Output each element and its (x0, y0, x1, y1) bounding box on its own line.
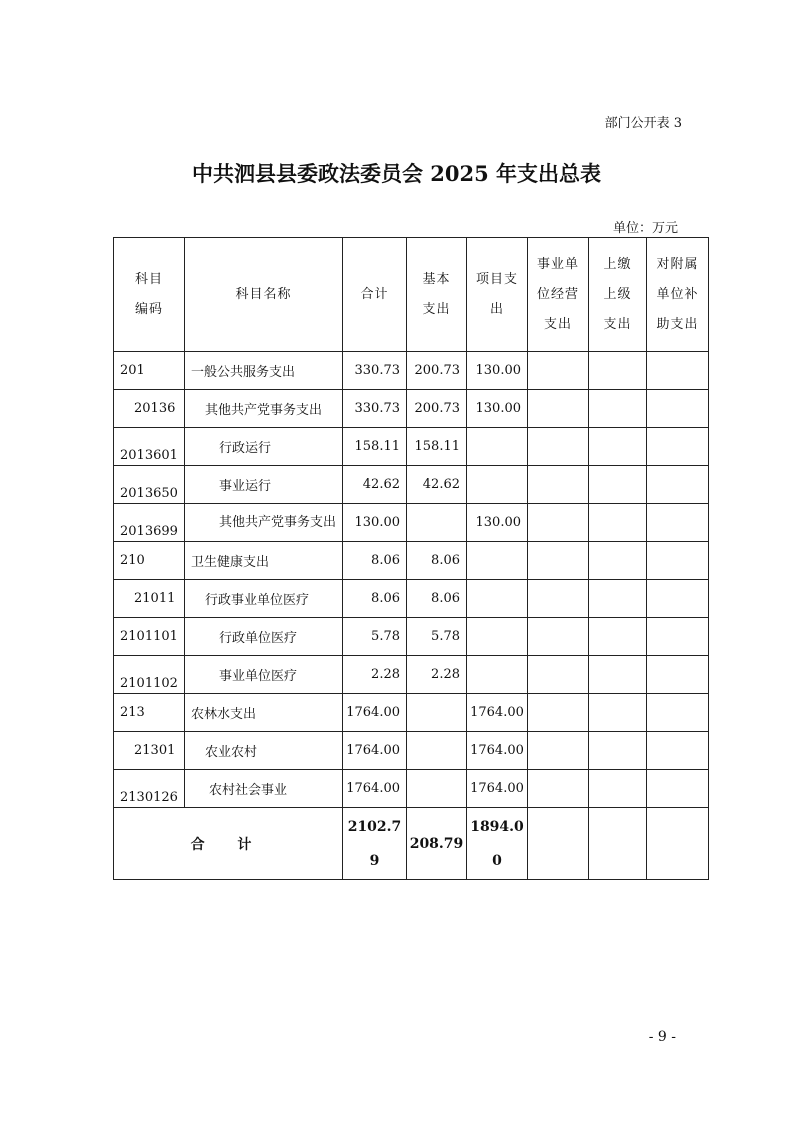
row-subsidy (647, 428, 709, 466)
total-total: 2102.79 (343, 808, 407, 880)
row-subsidy (647, 770, 709, 808)
row-project (467, 656, 528, 694)
row-code: 2013699 (114, 504, 185, 542)
row-upper (589, 770, 647, 808)
row-code: 2013601 (114, 428, 185, 466)
row-code: 21301 (114, 732, 185, 770)
total-business (528, 808, 589, 880)
row-name: 事业运行 (185, 466, 343, 504)
row-business (528, 770, 589, 808)
row-subsidy (647, 352, 709, 390)
row-upper (589, 618, 647, 656)
header-business: 事业单位经营支出 (528, 238, 589, 352)
row-business (528, 656, 589, 694)
row-subsidy (647, 732, 709, 770)
row-upper (589, 390, 647, 428)
row-subsidy (647, 504, 709, 542)
row-business (528, 694, 589, 732)
row-code: 21011 (114, 580, 185, 618)
table-row (114, 504, 709, 542)
row-business (528, 618, 589, 656)
row-code: 213 (114, 694, 185, 732)
row-name: 卫生健康支出 (185, 542, 343, 580)
row-project: 130.00 (467, 504, 528, 542)
row-project (467, 466, 528, 504)
table-row (114, 428, 709, 466)
header-basic: 基本支出 (407, 238, 467, 352)
row-total: 330.73 (343, 352, 407, 390)
row-basic (407, 504, 467, 542)
row-project (467, 542, 528, 580)
row-business (528, 732, 589, 770)
row-basic: 5.78 (407, 618, 467, 656)
table-row (114, 732, 709, 770)
header-code: 科目编码 (114, 238, 185, 352)
row-code: 2130126 (114, 770, 185, 808)
row-business (528, 390, 589, 428)
row-business (528, 428, 589, 466)
row-basic (407, 770, 467, 808)
row-project: 130.00 (467, 352, 528, 390)
table-row (114, 770, 709, 808)
row-business (528, 542, 589, 580)
row-project (467, 618, 528, 656)
total-project: 1894.00 (467, 808, 528, 880)
expenditure-table (113, 237, 709, 880)
header-total: 合计 (343, 238, 407, 352)
row-basic: 200.73 (407, 390, 467, 428)
header-upper: 上缴上级支出 (589, 238, 647, 352)
row-upper (589, 504, 647, 542)
row-project: 1764.00 (467, 770, 528, 808)
row-project (467, 580, 528, 618)
row-basic: 158.11 (407, 428, 467, 466)
row-total: 5.78 (343, 618, 407, 656)
table-row (114, 694, 709, 732)
row-code: 210 (114, 542, 185, 580)
row-total: 158.11 (343, 428, 407, 466)
total-upper (589, 808, 647, 880)
page-title: 中共泗县县委政法委员会 2025 年支出总表 (191, 161, 602, 186)
row-basic: 2.28 (407, 656, 467, 694)
row-code: 2101101 (114, 618, 185, 656)
row-subsidy (647, 542, 709, 580)
row-upper (589, 580, 647, 618)
table-row (114, 466, 709, 504)
row-name: 一般公共服务支出 (185, 352, 343, 390)
row-total: 1764.00 (343, 732, 407, 770)
row-subsidy (647, 580, 709, 618)
row-basic: 200.73 (407, 352, 467, 390)
row-project: 1764.00 (467, 732, 528, 770)
row-total: 130.00 (343, 504, 407, 542)
row-code: 2013650 (114, 466, 185, 504)
header-name: 科目名称 (185, 238, 343, 352)
row-upper (589, 542, 647, 580)
header-subsidy: 对附属单位补助支出 (647, 238, 709, 352)
row-upper (589, 656, 647, 694)
header-row (114, 238, 709, 352)
row-total: 330.73 (343, 390, 407, 428)
table-row (114, 618, 709, 656)
total-row (114, 808, 709, 880)
row-basic: 8.06 (407, 542, 467, 580)
row-subsidy (647, 694, 709, 732)
row-name: 农业农村 (185, 732, 343, 770)
table-row (114, 390, 709, 428)
row-project (467, 428, 528, 466)
row-code: 20136 (114, 390, 185, 428)
total-basic: 208.79 (407, 808, 467, 880)
unit-label: 单位：万元 (612, 221, 678, 236)
row-basic (407, 732, 467, 770)
row-upper (589, 732, 647, 770)
row-name: 其他共产党事务支出 (185, 504, 343, 542)
header-project: 项目支出 (467, 238, 528, 352)
row-subsidy (647, 390, 709, 428)
row-basic: 8.06 (407, 580, 467, 618)
row-total: 8.06 (343, 542, 407, 580)
row-business (528, 580, 589, 618)
form-tag: 部门公开表 3 (604, 116, 682, 131)
row-name: 事业单位医疗 (185, 656, 343, 694)
row-upper (589, 352, 647, 390)
row-business (528, 466, 589, 504)
row-subsidy (647, 656, 709, 694)
row-code: 201 (114, 352, 185, 390)
row-subsidy (647, 618, 709, 656)
row-project: 1764.00 (467, 694, 528, 732)
row-project: 130.00 (467, 390, 528, 428)
page-number: - 9 - (648, 1029, 676, 1045)
row-total: 8.06 (343, 580, 407, 618)
row-upper (589, 428, 647, 466)
table-row (114, 580, 709, 618)
row-upper (589, 466, 647, 504)
row-total: 2.28 (343, 656, 407, 694)
table-row (114, 352, 709, 390)
row-business (528, 352, 589, 390)
row-business (528, 504, 589, 542)
row-basic: 42.62 (407, 466, 467, 504)
row-name: 行政事业单位医疗 (185, 580, 343, 618)
row-subsidy (647, 466, 709, 504)
row-total: 42.62 (343, 466, 407, 504)
row-name: 行政单位医疗 (185, 618, 343, 656)
row-total: 1764.00 (343, 770, 407, 808)
row-code: 2101102 (114, 656, 185, 694)
row-name: 农林水支出 (185, 694, 343, 732)
row-name: 行政运行 (185, 428, 343, 466)
row-total: 1764.00 (343, 694, 407, 732)
table-row (114, 656, 709, 694)
row-basic (407, 694, 467, 732)
table-row (114, 542, 709, 580)
row-upper (589, 694, 647, 732)
row-name: 农村社会事业 (185, 770, 343, 808)
row-name: 其他共产党事务支出 (185, 390, 343, 428)
total-label: 合 计 (114, 808, 343, 880)
total-subsidy (647, 808, 709, 880)
